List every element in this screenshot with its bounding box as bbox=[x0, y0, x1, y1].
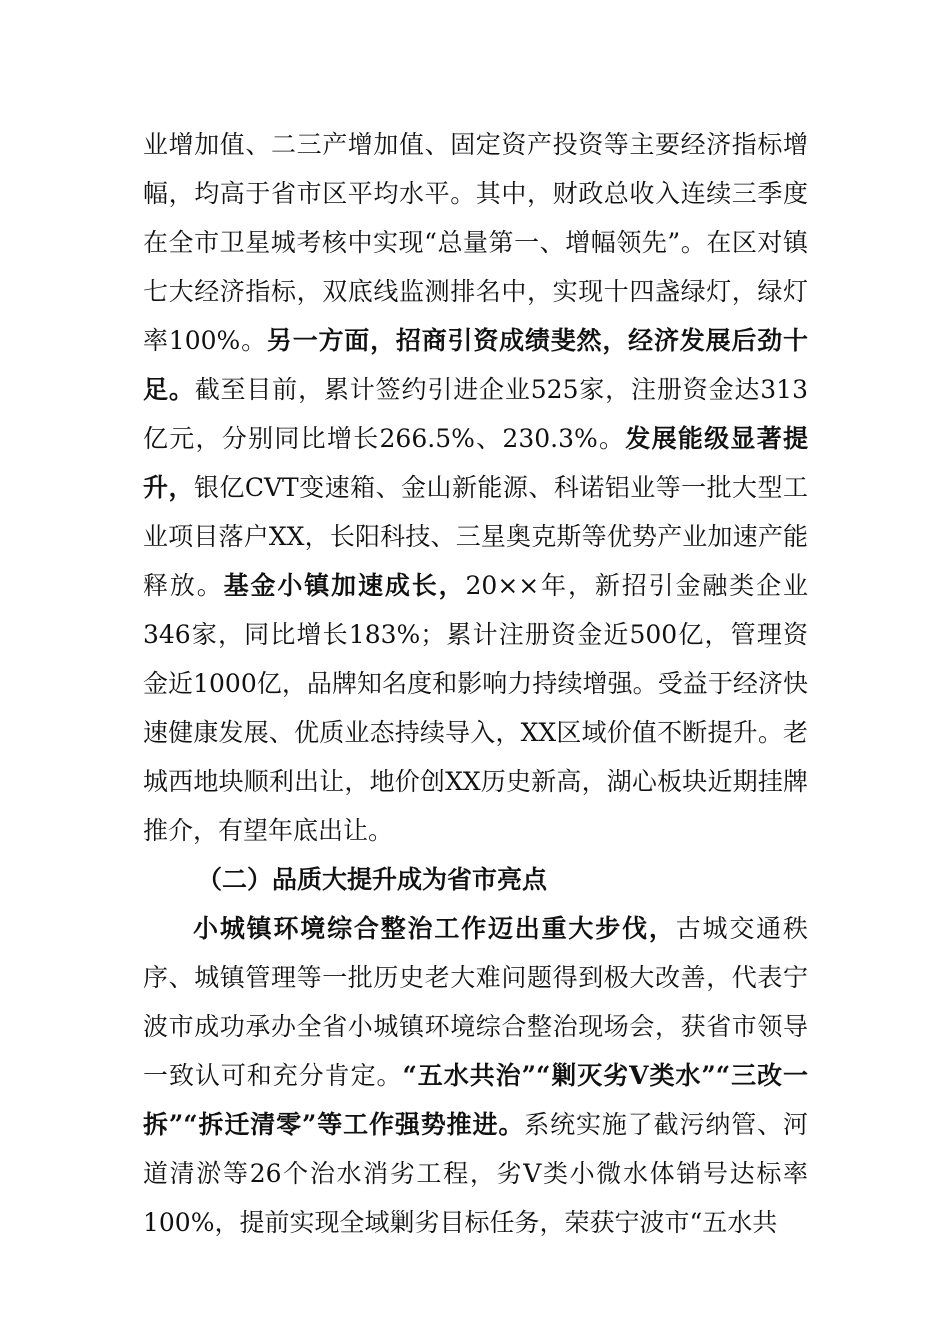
text-run: 银亿CVT变速箱、金山新能源、科诺铝业等一批大型工业项目落户XX，长阳科技、三星奥克斯等优势产业加速产能释放。 bbox=[143, 473, 808, 600]
text-run: 截至目前，累计签约引进企业525家，注册资金达313亿元，分别同比增长266.5%、230.3%。 bbox=[143, 375, 808, 453]
text-run: 系统实施了截污纳管、河道清淤等26个治水消劣工程，劣V类小微水体销号达标率100%，提前实现全域剿劣目标任务，荣获宁波市“五水共 bbox=[143, 1110, 808, 1237]
paragraph-quality bbox=[143, 904, 808, 1247]
bold-run: “五水共治”“剿灭劣V类水”“三改一拆”“拆迁清零”等工作强势推进。 bbox=[143, 1061, 808, 1139]
bold-run: 另一方面，招商引资成绩斐然，经济发展后劲十足。 bbox=[143, 326, 808, 404]
bold-run: 基金小镇加速成长， bbox=[223, 571, 466, 600]
section-heading: （二）品质大提升成为省市亮点 bbox=[197, 865, 548, 894]
text-run: 古城交通秩序、城镇管理等一批历史老大难问题得到极大改善，代表宁波市成功承办全省小城镇环境综合整治现场会，获省市领导一致认可和充分肯定。 bbox=[143, 914, 808, 1090]
bold-run: 发展能级显著提升， bbox=[143, 424, 808, 502]
document-body bbox=[143, 120, 808, 1247]
bold-run: 小城镇环境综合整治工作迈出重大步伐， bbox=[193, 914, 676, 943]
paragraph-economy bbox=[143, 120, 808, 855]
text-run: 20××年，新招引金融类企业346家，同比增长183%；累计注册资金近500亿，管理资金近1000亿，品牌知名度和影响力持续增强。受益于经济快速健康发展、优质业态持续导入，XX区域价值不断提升。老城西地块顺利出让，地价创XX历史新高，湖心板块近期挂牌推介，有望年底出让。 bbox=[143, 571, 808, 845]
text-run: 业增加值、二三产增加值、固定资产投资等主要经济指标增幅，均高于省市区平均水平。其中，财政总收入连续三季度在全市卫星城考核中实现“总量第一、增幅领先”。在区对镇七大经济指标，双底线监测排名中，实现十四盏绿灯，绿灯率100%。 bbox=[143, 130, 808, 355]
